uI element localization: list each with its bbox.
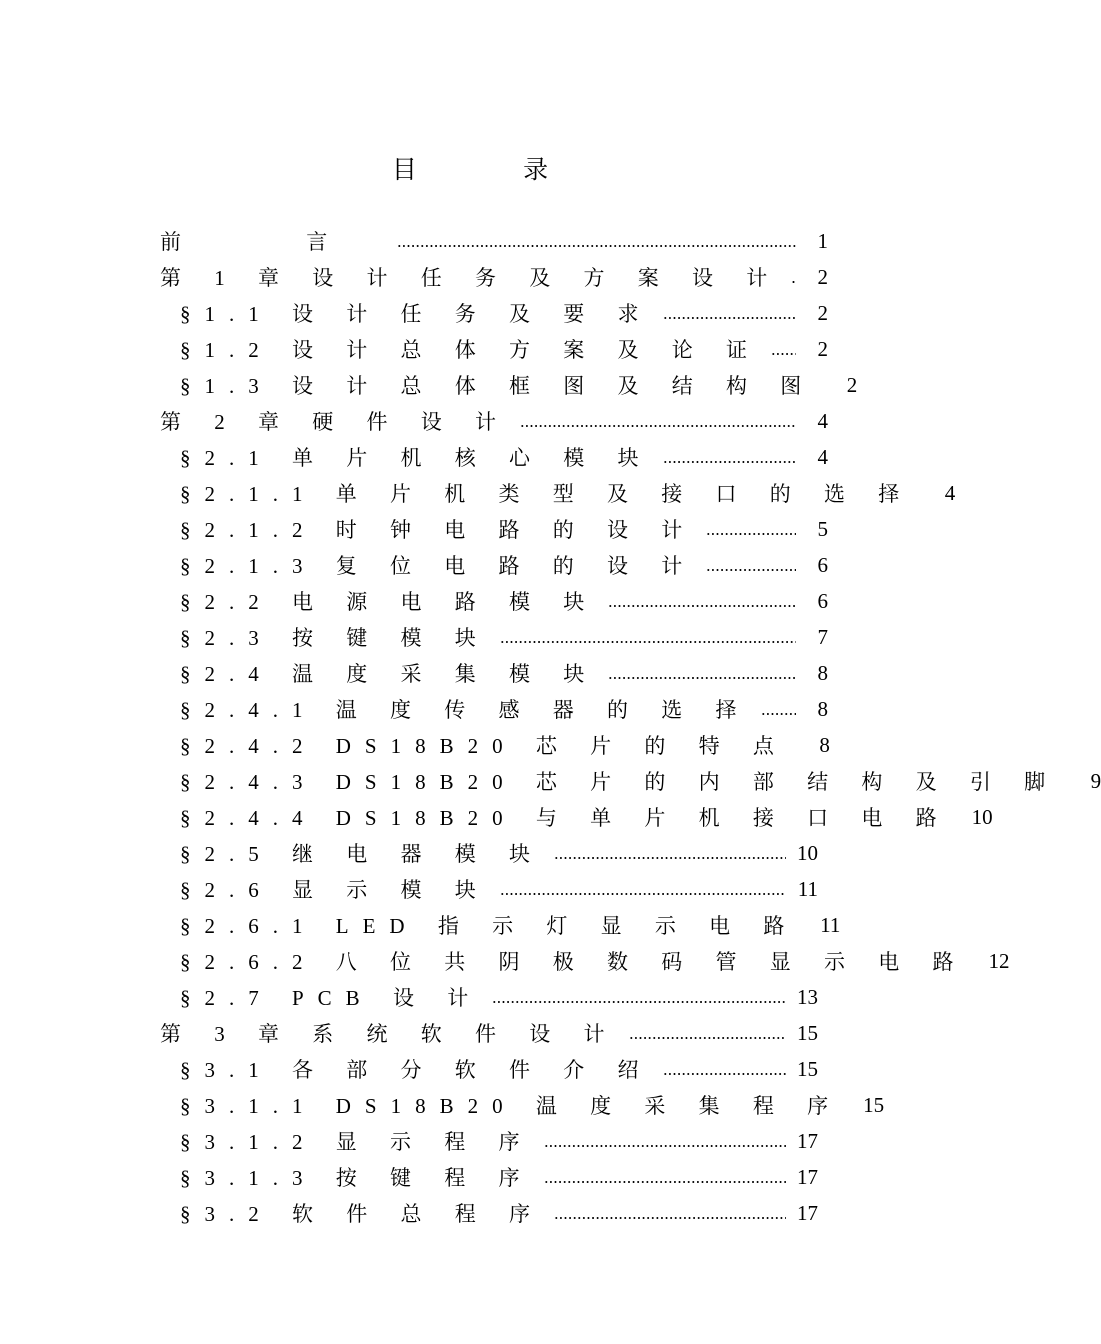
toc-entry-2-6-1[interactable]: [180, 907, 841, 943]
toc-page-number: 17: [797, 1128, 818, 1153]
toc-entry-label: §1.1 设 计 任 务 及 要 求: [180, 302, 653, 326]
toc-page-number: 15: [797, 1020, 818, 1045]
toc-entry-label: §2.5 继 电 器 模 块: [180, 842, 544, 866]
toc-entry-preface[interactable]: [160, 223, 828, 259]
toc-page-number: 5: [817, 516, 828, 541]
toc-page-number: 17: [797, 1164, 818, 1189]
dot-leader: [771, 340, 796, 358]
dot-leader: [663, 1060, 787, 1078]
toc-entry-label: 前 言: [160, 230, 388, 254]
toc-entry-label: §3.1.3 按 键 程 序: [180, 1166, 534, 1190]
toc-entry-3-2[interactable]: [180, 1195, 818, 1231]
dot-leader: [663, 448, 797, 466]
toc-page-number: 8: [819, 732, 830, 757]
toc-page-number: 10: [797, 840, 818, 865]
toc-entry-2-5[interactable]: [180, 835, 818, 871]
toc-entry-label: §2.1.2 时 钟 电 路 的 设 计: [180, 518, 697, 542]
dot-leader: [663, 304, 797, 322]
toc-entry-chapter-2[interactable]: [160, 403, 828, 439]
toc-page-number: 13: [797, 984, 818, 1009]
dot-leader: [520, 412, 796, 430]
dot-leader: [554, 844, 786, 862]
toc-entry-3-1-3[interactable]: [180, 1159, 818, 1195]
toc-entry-label: §1.2 设 计 总 体 方 案 及 论 证: [180, 338, 761, 362]
toc-entry-label: §2.4.3 DS18B20 芯 片 的 内 部 结 构 及 引 脚: [180, 770, 1060, 794]
toc-entry-2-4-2[interactable]: [180, 727, 828, 763]
toc-entry-2-4[interactable]: [180, 655, 828, 691]
toc-entry-label: 第 3 章 系 统 软 件 设 计: [160, 1022, 619, 1046]
toc-entry-label: §2.1 单 片 机 核 心 模 块: [180, 446, 653, 470]
dot-leader: [608, 592, 796, 610]
toc-entry-label: §3.1.1 DS18B20 温 度 采 集 程 序: [180, 1094, 843, 1118]
toc-page-number: 11: [820, 912, 841, 937]
toc-page-number: 4: [817, 408, 828, 433]
toc-page-number: 12: [988, 948, 1010, 973]
toc-entry-label: §1.3 设 计 总 体 框 图 及 结 构 图: [180, 374, 816, 398]
toc-entry-2-2[interactable]: [180, 583, 828, 619]
toc-entry-2-6-2[interactable]: [180, 943, 1010, 979]
toc-page-number: 4: [817, 444, 828, 469]
dot-leader: [544, 1132, 787, 1150]
dot-leader: [629, 1024, 787, 1042]
toc-entry-1-1[interactable]: [180, 295, 828, 331]
toc-entry-chapter-1[interactable]: [160, 259, 828, 295]
toc-page-number: 11: [797, 876, 818, 901]
toc-entry-label: §2.6.2 八 位 共 阴 极 数 码 管 显 示 电 路: [180, 950, 968, 974]
dot-leader: [706, 520, 796, 538]
toc-entry-label: §2.4.1 温 度 传 感 器 的 选 择: [180, 698, 751, 722]
toc-entry-3-1-2[interactable]: [180, 1123, 818, 1159]
toc-entry-label: 第 2 章 硬 件 设 计: [160, 410, 510, 434]
toc-entry-2-7[interactable]: [180, 979, 818, 1015]
dot-leader: [608, 664, 796, 682]
toc-entry-2-4-1[interactable]: [180, 691, 828, 727]
toc-entry-label: §2.6 显 示 模 块: [180, 878, 490, 902]
toc-page-number: 7: [817, 624, 828, 649]
toc-entry-label: §3.2 软 件 总 程 序: [180, 1202, 544, 1226]
toc-page-number: 6: [817, 588, 828, 613]
toc-entry-label: §3.1.2 显 示 程 序: [180, 1130, 534, 1154]
toc-entry-2-4-3[interactable]: [180, 763, 1101, 799]
dot-leader: [554, 1204, 786, 1222]
toc-page-number: 2: [817, 300, 828, 325]
toc-entry-3-1-1[interactable]: [180, 1087, 885, 1123]
dot-leader: [544, 1168, 787, 1186]
toc-entry-label: §2.4.4 DS18B20 与 单 片 机 接 口 电 路: [180, 806, 951, 830]
toc-entry-2-1-2[interactable]: [180, 511, 828, 547]
toc-page-number: 15: [863, 1092, 885, 1117]
dot-leader: [397, 232, 796, 250]
toc-entry-1-3[interactable]: [180, 367, 858, 403]
toc-page-number: 6: [817, 552, 828, 577]
toc-entry-label: §3.1 各 部 分 软 件 介 绍: [180, 1058, 653, 1082]
toc-entry-label: §2.1.1 单 片 机 类 型 及 接 口 的 选 择: [180, 482, 914, 506]
toc-entry-label: §2.4.2 DS18B20 芯 片 的 特 点: [180, 734, 788, 758]
toc-entry-2-1-3[interactable]: [180, 547, 828, 583]
toc-page-number: 1: [817, 228, 828, 253]
dot-leader: [761, 700, 797, 718]
toc-page-number: 4: [944, 480, 956, 505]
toc-entry-label: §2.2 电 源 电 路 模 块: [180, 590, 599, 614]
dot-leader: [500, 628, 796, 646]
dot-leader: [791, 268, 796, 286]
toc-page-number: 8: [817, 696, 828, 721]
toc-page-number: 10: [971, 804, 993, 829]
page-title: 目 录: [391, 157, 599, 184]
toc-page-number: 9: [1090, 768, 1101, 793]
dot-leader: [500, 880, 786, 898]
toc-entry-label: §2.7 PCB 设 计: [180, 986, 483, 1010]
toc-entry-2-1-1[interactable]: [180, 475, 956, 511]
toc-entry-label: §2.3 按 键 模 块: [180, 626, 490, 650]
toc-page-number: 2: [817, 264, 828, 289]
toc-entry-2-4-4[interactable]: [180, 799, 993, 835]
toc-page-number: 2: [846, 372, 858, 397]
toc-entry-1-2[interactable]: [180, 331, 828, 367]
toc-page-number: 17: [797, 1200, 818, 1225]
toc-page-number: 2: [817, 336, 828, 361]
toc-entry-2-6[interactable]: [180, 871, 818, 907]
toc-entry-2-3[interactable]: [180, 619, 828, 655]
toc-entry-chapter-3[interactable]: [160, 1015, 818, 1051]
toc-entry-label: §2.6.1 LED 指 示 灯 显 示 电 路: [180, 914, 799, 938]
toc-page-number: 15: [797, 1056, 818, 1081]
toc-entry-label: 第 1 章 设 计 任 务 及 方 案 设 计: [160, 266, 782, 290]
dot-leader: [706, 556, 796, 574]
toc-page-number: 8: [817, 660, 828, 685]
toc-entry-label: §2.4 温 度 采 集 模 块: [180, 662, 599, 686]
toc-entry-label: §2.1.3 复 位 电 路 的 设 计: [180, 554, 697, 578]
toc-entry-3-1[interactable]: [180, 1051, 818, 1087]
dot-leader: [492, 988, 786, 1006]
toc-entry-2-1[interactable]: [180, 439, 828, 475]
